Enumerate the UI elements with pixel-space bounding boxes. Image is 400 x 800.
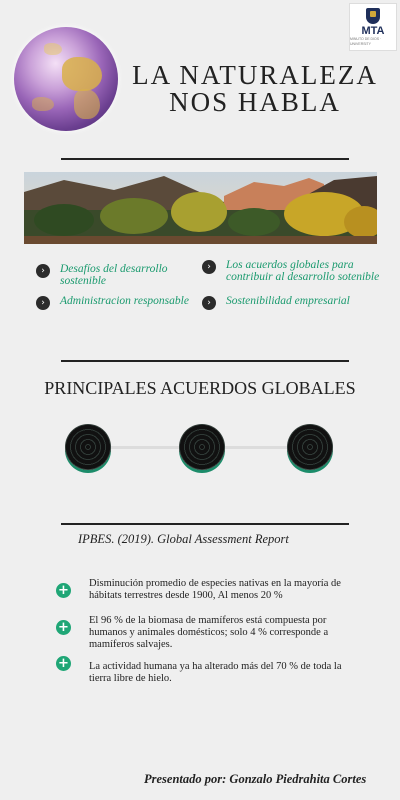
- plus-icon: +: [56, 620, 71, 635]
- fact-item: El 96 % de la biomasa de mamíferos está compuesta por humanos y animales domésticos; solo 4 % corresponde a mamíferos salvajes.: [89, 615, 329, 650]
- globe-image: [14, 27, 118, 131]
- logo-subtext: MINUTO DE DIOS · UNIVERSITY: [350, 36, 382, 46]
- title-line-2: NOS HABLA: [169, 87, 341, 117]
- reference-text: IPBES. (2019). Global Assessment Report: [78, 532, 289, 546]
- divider: [61, 523, 349, 525]
- link-label[interactable]: Desafíos del desarrollo sostenible: [60, 263, 168, 287]
- page-title: [120, 62, 390, 116]
- link-label[interactable]: Los acuerdos globales para contribuir al desarrollo sotenible: [226, 259, 380, 283]
- link-administracion[interactable]: [36, 295, 196, 310]
- fact-item: Disminución promedio de especies nativas en la mayoría de hábitats terrestres desde 1900, Al menos 20 %: [89, 578, 341, 601]
- chevron-right-icon: ›: [202, 260, 216, 274]
- link-desafios[interactable]: [36, 263, 196, 287]
- shield-icon: [366, 8, 380, 24]
- fact-item: La actividad humana ya ha alterado más del 70 % de toda la tierra libre de hielo.: [89, 661, 342, 684]
- tree-ring-icon[interactable]: [287, 424, 333, 470]
- divider: [61, 158, 349, 160]
- divider: [61, 360, 349, 362]
- logo-text: MTA: [361, 24, 385, 37]
- tree-ring-icon[interactable]: [65, 424, 111, 470]
- chevron-right-icon: ›: [36, 264, 50, 278]
- tree-ring-icon[interactable]: [179, 424, 225, 470]
- chevron-right-icon: ›: [36, 296, 50, 310]
- plus-icon: +: [56, 656, 71, 671]
- author-footer: Presentado por: Gonzalo Piedrahita Cortes: [144, 772, 367, 786]
- plus-icon: +: [56, 583, 71, 598]
- chevron-right-icon: ›: [202, 296, 216, 310]
- landscape-photo: [24, 172, 377, 244]
- link-acuerdos[interactable]: [202, 259, 392, 283]
- link-sostenibilidad[interactable]: [202, 295, 352, 310]
- link-label[interactable]: Administracion responsable: [60, 295, 189, 307]
- link-label[interactable]: Sostenibilidad empresarial: [226, 295, 350, 307]
- title-line-1: LA NATURALEZA: [132, 60, 378, 90]
- section-title: PRINCIPALES ACUERDOS GLOBALES: [44, 378, 356, 398]
- mta-logo: [349, 3, 397, 51]
